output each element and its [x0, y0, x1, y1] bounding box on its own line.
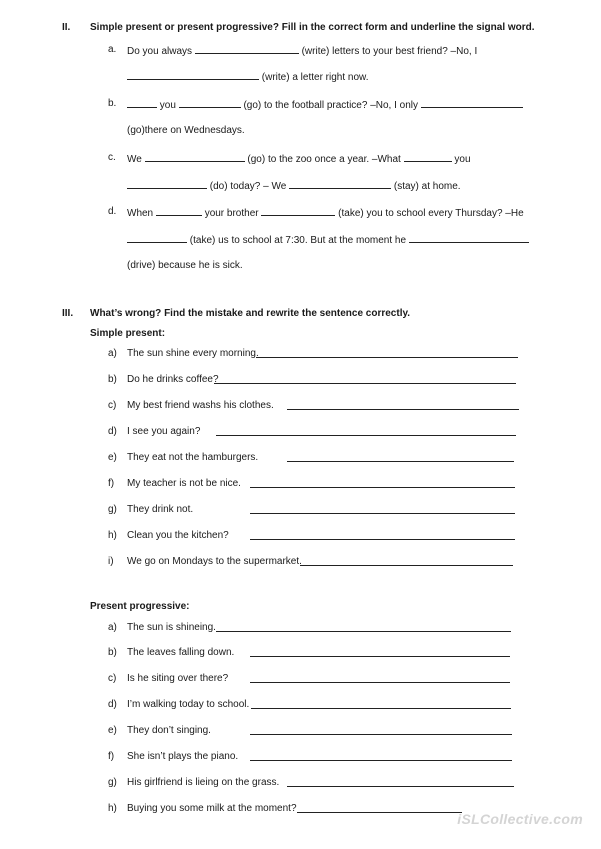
answer-line[interactable] — [287, 409, 519, 410]
answer-line[interactable] — [287, 461, 514, 462]
sp-item-text: I see you again? — [127, 426, 201, 437]
answer-line[interactable] — [300, 565, 513, 566]
answer-line[interactable] — [250, 539, 515, 540]
sp-item-text: We go on Mondays to the supermarket. — [127, 556, 302, 567]
sp-item-text: The sun shine every morning. — [127, 348, 259, 359]
answer-line[interactable] — [250, 682, 510, 683]
answer-line[interactable] — [250, 513, 515, 514]
present-progressive-title: Present progressive: — [90, 601, 190, 612]
item-2b-line2: (go)there on Wednesdays. — [127, 125, 245, 136]
fill-in-blank[interactable] — [261, 205, 335, 216]
sp-item-letter: g) — [108, 504, 117, 515]
sp-item-letter: a) — [108, 348, 117, 359]
item-2c-line2: (do) today? – We (stay) at home. — [127, 178, 461, 194]
sp-item-letter: i) — [108, 556, 114, 567]
sp-item-text: They drink not. — [127, 504, 194, 515]
answer-line[interactable] — [214, 383, 516, 384]
answer-line[interactable] — [250, 656, 510, 657]
fill-in-blank[interactable] — [404, 151, 452, 162]
fill-in-blank[interactable] — [127, 69, 259, 80]
sp-item-letter: f) — [108, 478, 115, 489]
answer-line[interactable] — [250, 760, 512, 761]
pp-item-letter: h) — [108, 803, 117, 814]
watermark-logo: iSLCollective.com — [457, 811, 583, 827]
fill-in-blank[interactable] — [127, 178, 207, 189]
item-2a-letter: a. — [108, 44, 117, 55]
sp-item-text: They eat not the hamburgers. — [127, 452, 259, 463]
section-2-numeral: II. — [62, 22, 71, 33]
sp-item-letter: h) — [108, 530, 117, 541]
sp-item-text: My teacher is not be nice. — [127, 478, 241, 489]
simple-present-title: Simple present: — [90, 328, 166, 339]
fill-in-blank[interactable] — [127, 232, 187, 243]
pp-item-text: The sun is shineing. — [127, 622, 216, 633]
sp-item-text: Do he drinks coffee? — [127, 374, 219, 385]
item-2d-line2: (take) us to school at 7:30. But at the moment he — [127, 232, 529, 248]
item-2a-line1: Do you always (write) letters to your best friend? –No, I — [127, 43, 477, 59]
answer-line[interactable] — [216, 435, 516, 436]
item-2d-letter: d. — [108, 206, 117, 217]
answer-line[interactable] — [216, 631, 511, 632]
item-2b-line1: you (go) to the football practice? –No, I only — [127, 97, 523, 113]
section-2-heading: Simple present or present progressive? Fill in the correct form and underline the signal word. — [90, 22, 535, 33]
item-2a-line2: (write) a letter right now. — [127, 69, 369, 85]
item-2d-line3: (drive) because he is sick. — [127, 260, 243, 271]
sp-item-text: Clean you the kitchen? — [127, 530, 229, 541]
fill-in-blank[interactable] — [421, 97, 523, 108]
pp-item-text: His girlfriend is lieing on the grass. — [127, 777, 280, 788]
pp-item-letter: c) — [108, 673, 117, 684]
pp-item-letter: e) — [108, 725, 117, 736]
fill-in-blank[interactable] — [409, 232, 529, 243]
item-2b-letter: b. — [108, 98, 117, 109]
answer-line[interactable] — [250, 487, 515, 488]
fill-in-blank[interactable] — [195, 43, 299, 54]
fill-in-blank[interactable] — [127, 97, 157, 108]
fill-in-blank[interactable] — [179, 97, 241, 108]
sp-item-letter: d) — [108, 426, 117, 437]
pp-item-letter: f) — [108, 751, 115, 762]
sp-item-letter: e) — [108, 452, 117, 463]
fill-in-blank[interactable] — [289, 178, 391, 189]
section-3-numeral: III. — [62, 308, 74, 319]
pp-item-text: She isn’t plays the piano. — [127, 751, 239, 762]
fill-in-blank[interactable] — [156, 205, 202, 216]
fill-in-blank[interactable] — [145, 151, 245, 162]
pp-item-text: Is he siting over there? — [127, 673, 229, 684]
item-2d-line1: When your brother (take) you to school every Thursday? –He — [127, 205, 524, 221]
pp-item-text: Buying you some milk at the moment? — [127, 803, 297, 814]
pp-item-letter: g) — [108, 777, 117, 788]
item-2c-letter: c. — [108, 152, 116, 163]
answer-line[interactable] — [250, 734, 512, 735]
item-2c-line1: We (go) to the zoo once a year. –What you — [127, 151, 471, 167]
answer-line[interactable] — [251, 708, 511, 709]
section-3-heading: What’s wrong? Find the mistake and rewrite the sentence correctly. — [90, 308, 411, 319]
sp-item-letter: b) — [108, 374, 117, 385]
pp-item-text: They don’t singing. — [127, 725, 211, 736]
answer-line[interactable] — [256, 357, 518, 358]
sp-item-letter: c) — [108, 400, 117, 411]
pp-item-letter: b) — [108, 647, 117, 658]
pp-item-text: The leaves falling down. — [127, 647, 235, 658]
answer-line[interactable] — [297, 812, 462, 813]
pp-item-letter: d) — [108, 699, 117, 710]
answer-line[interactable] — [287, 786, 514, 787]
pp-item-letter: a) — [108, 622, 117, 633]
sp-item-text: My best friend washs his clothes. — [127, 400, 274, 411]
pp-item-text: I’m walking today to school. — [127, 699, 250, 710]
